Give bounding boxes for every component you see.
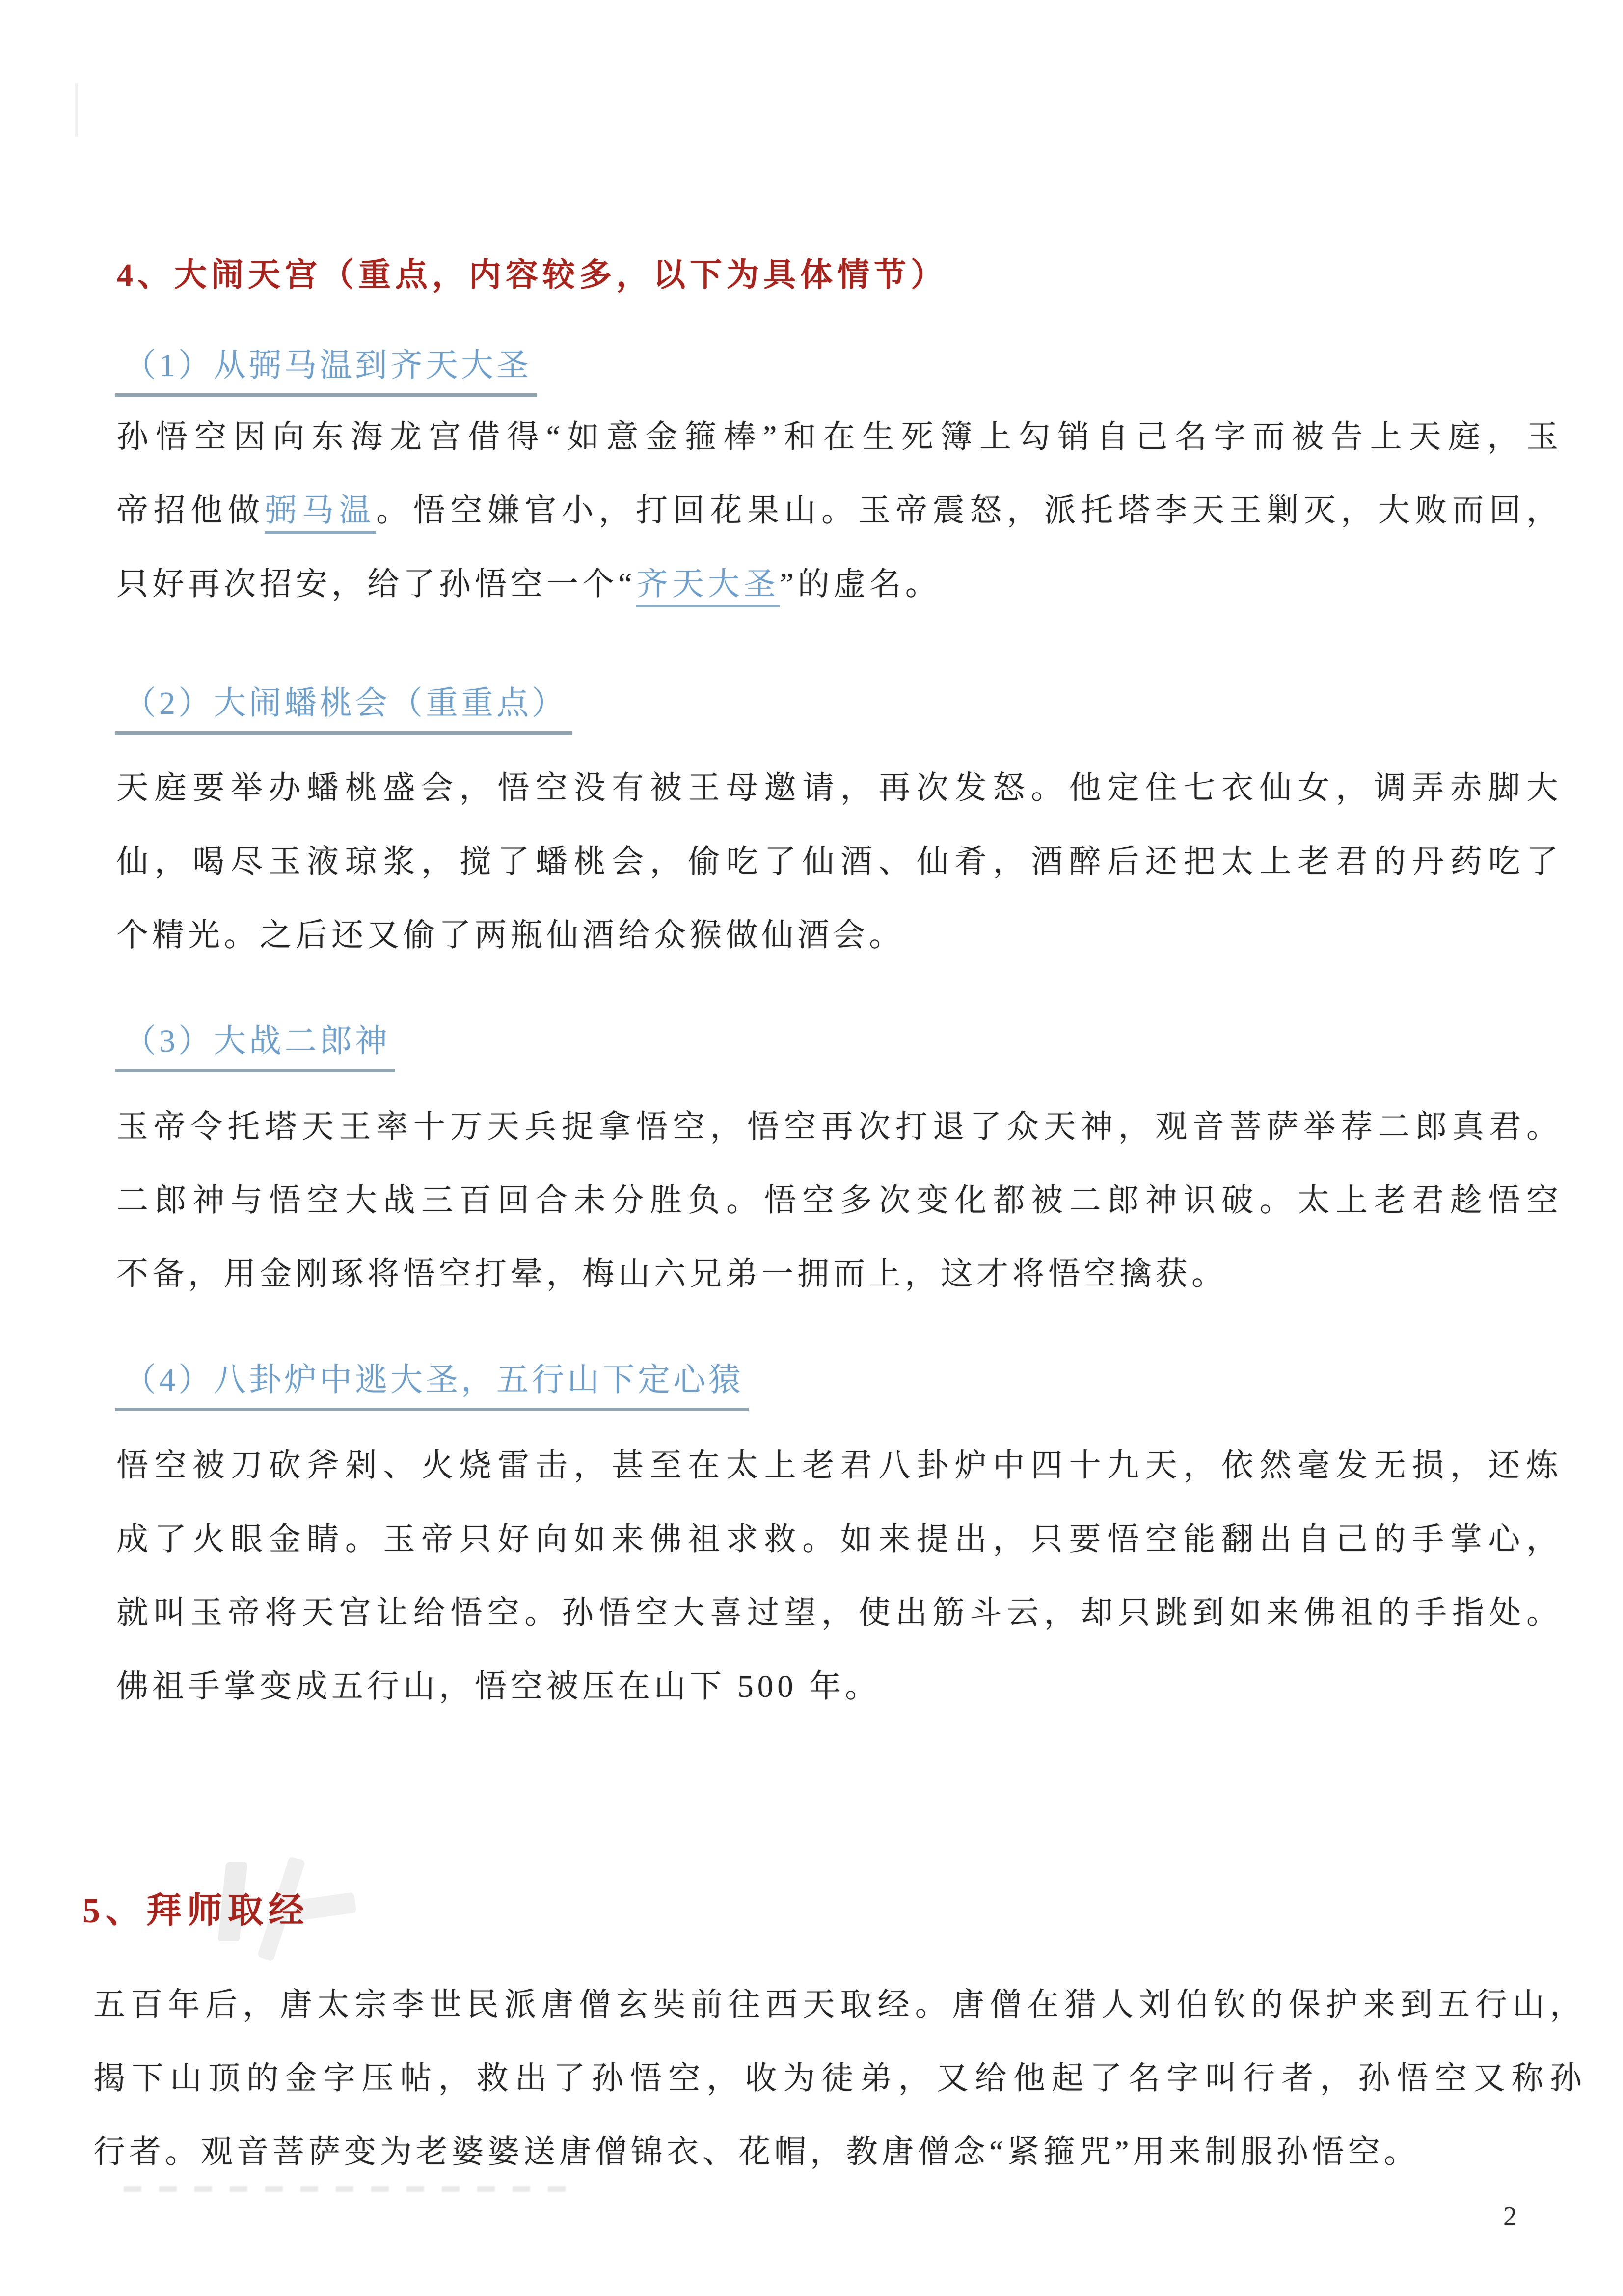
section4-paragraph-3 [116,1090,1562,1311]
section5-paragraph [93,1968,1586,2189]
text-run: 行者。观音菩萨变为老婆婆送唐僧锦衣、花帽，教唐僧念“紧箍咒”用来制服孙悟空。 [93,2134,1420,2170]
text-run: 天庭要举办蟠桃盛会，悟空没有被王母邀请，再次发怒。他定住七衣仙女，调弄赤脚大 [116,770,1562,806]
text-line [116,1576,1562,1650]
inline-link[interactable]: 齐天大圣 [636,567,780,607]
text-run: 五百年后，唐太宗李世民派唐僧玄奘前往西天取经。唐僧在猎人刘伯钦的保护来到五行山， [93,1987,1586,2023]
text-line [116,547,1562,621]
section5-title: 5、拜师取经 [82,1891,310,1930]
subheading-text: （1）从弼马温到齐天大圣 [115,339,537,397]
inline-link[interactable]: 弼马温 [265,493,376,534]
text-line [116,1650,1562,1723]
text-run: 个精光。之后还又偷了两瓶仙酒给众猴做仙酒会。 [116,918,905,953]
text-run: 只好再次招安，给了孙悟空一个“ [116,567,636,602]
text-line [116,899,1562,972]
text-run: 玉帝令托塔天王率十万天兵捉拿悟空，悟空再次打退了众天神，观音菩萨举荐二郎真君。 [116,1109,1562,1145]
text-line [93,1968,1586,2042]
text-run: 悟空被刀砍斧剁、火烧雷击，甚至在太上老君八卦炉中四十九天，依然毫发无损，还炼 [116,1448,1562,1483]
text-line [116,400,1562,474]
text-run: 。悟空嫌官小，打回花果山。玉帝震怒，派托塔李天王剿灭，大败而回， [376,493,1562,528]
text-run: 成了火眼金睛。玉帝只好向如来佛祖求救。如来提出，只要悟空能翻出自己的手掌心， [116,1522,1562,1557]
text-line [116,474,1562,547]
section4-subheading-2 [124,677,572,735]
section4-title: 4、大闹天宫（重点，内容较多，以下为具体情节） [117,257,947,293]
text-line [116,1237,1562,1311]
text-line [116,1429,1562,1503]
section4-subheading-4 [124,1353,749,1411]
subheading-text: （3）大战二郎神 [115,1014,395,1072]
section4-subheading-3 [124,1014,395,1072]
subheading-text: （2）大闹蟠桃会（重重点） [115,677,572,735]
text-line [116,751,1562,825]
scan-artifact-strip [75,83,78,137]
text-line [116,1164,1562,1237]
text-run: 仙，喝尽玉液琼浆，搅了蟠桃会，偷吃了仙酒、仙肴，酒醉后还把太上老君的丹药吃了 [116,844,1562,879]
text-line [116,825,1562,899]
text-run: 不备，用金刚琢将悟空打晕，梅山六兄弟一拥而上，这才将悟空擒获。 [116,1257,1228,1292]
text-line [93,2042,1586,2115]
page-number: 2 [1503,2201,1517,2232]
text-run: 就叫玉帝将天宫让给悟空。孙悟空大喜过望，使出筋斗云，却只跳到如来佛祖的手指处。 [116,1595,1562,1631]
text-run: 帝招他做 [116,493,265,528]
section4-subheading-1 [124,339,537,397]
subheading-text: （4）八卦炉中逃大圣，五行山下定心猿 [115,1353,749,1411]
text-run: 佛祖手掌变成五行山，悟空被压在山下 500 年。 [116,1669,881,1704]
section4-paragraph-2 [116,751,1562,972]
text-run: 孙悟空因向东海龙宫借得“如意金箍棒”和在生死簿上勾销自己名字而被告上天庭，玉 [116,419,1562,455]
text-line [93,2115,1586,2189]
text-line [116,1503,1562,1576]
section4-paragraph-1 [116,400,1562,621]
section4-paragraph-4 [116,1429,1562,1723]
text-run: 揭下山顶的金字压帖，救出了孙悟空，收为徒弟，又给他起了名字叫行者，孙悟空又称孙 [93,2061,1586,2096]
text-line [116,1090,1562,1164]
text-run: ”的虚名。 [779,567,941,602]
text-run: 二郎神与悟空大战三百回合未分胜负。悟空多次变化都被二郎神识破。太上老君趁悟空 [116,1183,1562,1218]
